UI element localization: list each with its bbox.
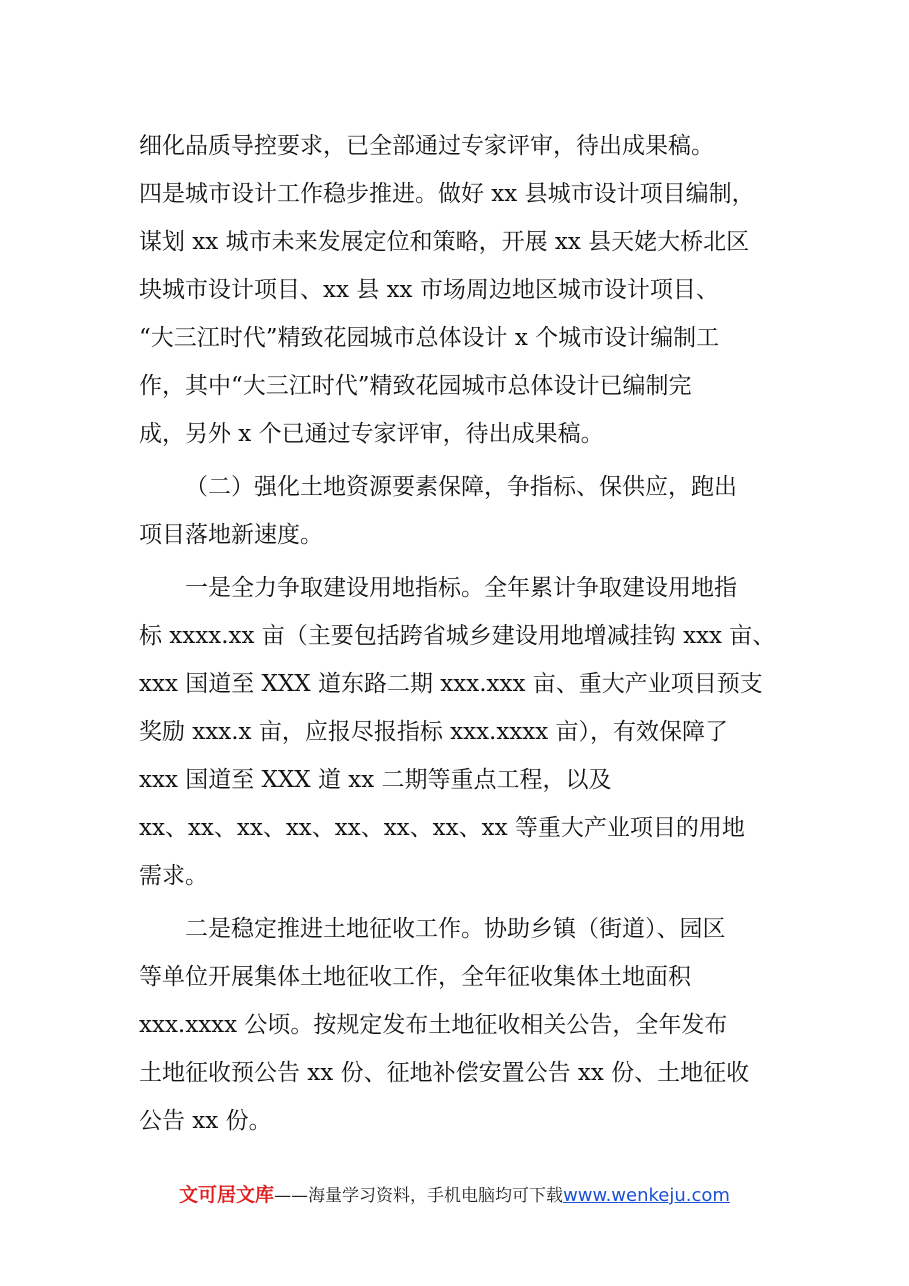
website-link[interactable]: www.wenkeju.com xyxy=(563,1185,730,1206)
text-line: 标 xxxx.xx 亩（主要包括跨省城乡建设用地增减挂钩 xxx 亩、 xyxy=(139,623,776,649)
section-heading-line: （二）强化土地资源要素保障，争指标、保供应，跑出 xyxy=(185,474,737,500)
text-line: 作，其中“大三江时代”精致花园城市总体设计已编制完 xyxy=(139,373,692,399)
section-heading-line: 项目落地新速度。 xyxy=(139,522,323,548)
text-line: 需求。 xyxy=(139,863,208,889)
text-line: xxx 国道至 XXX 道 xx 二期等重点工程，以及 xyxy=(139,767,612,793)
text-line: xxx.xxxx 公顷。按规定发布土地征收相关公告，全年发布 xyxy=(139,1012,728,1038)
footer-slogan: ——海量学习资料，手机电脑均可下载 xyxy=(274,1186,564,1206)
brand-name: 文可居文库 xyxy=(179,1184,275,1206)
text-line: 成，另外 x 个已通过专家评审，待出成果稿。 xyxy=(139,421,604,447)
text-line: 四是城市设计工作稳步推进。做好 xx 县城市设计项目编制， xyxy=(139,181,755,207)
text-line: 二是稳定推进土地征收工作。协助乡镇（街道）、园区 xyxy=(185,916,726,942)
text-line: 公告 xx 份。 xyxy=(139,1108,272,1134)
text-line: 等单位开展集体土地征收工作，全年征收集体土地面积 xyxy=(139,964,691,990)
text-line: 奖励 xxx.x 亩，应报尽报指标 xxx.xxxx 亩），有效保障了 xyxy=(139,719,729,745)
text-line: xx、xx、xx、xx、xx、xx、xx、xx 等重大产业项目的用地 xyxy=(139,815,745,841)
text-line: 块城市设计项目、xx 县 xx 市场周边地区城市设计项目、 xyxy=(139,277,719,303)
text-line: xxx 国道至 XXX 道东路二期 xxx.xxx 亩、重大产业项目预支 xyxy=(139,671,763,697)
footer-banner xyxy=(0,1180,909,1207)
text-line: 谋划 xx 城市未来发展定位和策略，开展 xx 县天姥大桥北区 xyxy=(139,229,750,255)
text-line: 土地征收预公告 xx 份、征地补偿安置公告 xx 份、土地征收 xyxy=(139,1060,750,1086)
text-line: 一是全力争取建设用地指标。全年累计争取建设用地指 xyxy=(185,575,737,601)
document-body xyxy=(139,122,779,1145)
text-line: “大三江时代”精致花园城市总体设计 x 个城市设计编制工 xyxy=(139,325,720,351)
text-line: 细化品质导控要求，已全部通过专家评审，待出成果稿。 xyxy=(139,133,714,159)
